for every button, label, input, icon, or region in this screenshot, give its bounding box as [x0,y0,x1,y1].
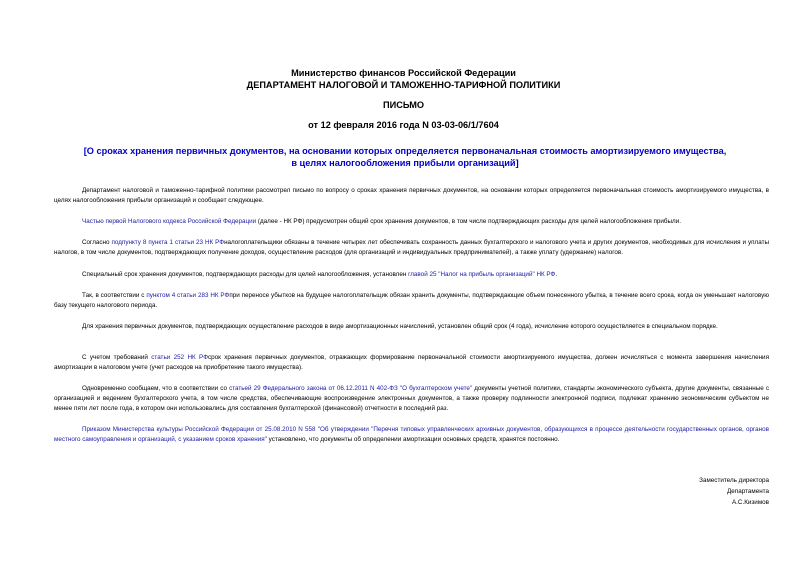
signature-name: А.С.Кизимов [731,499,769,506]
paragraph-storage-obligation: Согласно подпункту 8 пункта 1 статьи 23 НК РФналогоплательщики обязаны в течение четырех лет обеспечивать сохранность данных бухгалтерского и налогового учета и других документов, необходимых для исчисления и уплаты налогов, в том числе документов, подтверждающих получение доходов, осуществление расходов (для организаций и индивидуальных предпринимателей), а также уплату (удержание) налогов. [54,239,770,256]
culture-ministry-order-link[interactable]: Приказом Министерства культуры Российской Федерации от 25.08.2010 N 558 "Об утверждении "Перечня типовых управленческих архивных документов, образующихся в процессе деятельности государственных органов, органов местного самоуправления и организаций, с указанием сроков хранения" [54,426,769,443]
signature-position: Заместитель директора [699,477,769,484]
paragraph-intro: Департамент налоговой и таможенно-тарифной политики рассмотрел письмо по вопросу о сроках хранения первичных документов, на основании которых определяется первоначальная стоимость амортизируемого имущества, в целях налогообложения прибыли организаций и сообщает следующее. [54,187,769,204]
article-283-link[interactable]: пунктом 4 статьи 283 НК РФ [146,292,230,299]
article-23-link[interactable]: подпункту 8 пункта 1 статьи 23 НК РФ [111,239,225,246]
paragraph-special-term: Специальный срок хранения документов, подтверждающих расходы для целей налогообложения, установлен главой 25 "Налог на прибыль организаций" НК РФ. [82,271,558,278]
paragraph-culture-order: Приказом Министерства культуры Российской Федерации от 25.08.2010 N 558 "Об утверждении "Перечня типовых управленческих архивных документов, образующихся в процессе деятельности государственных органов, органов местного самоуправления и организаций, с указанием сроков хранения" установлено, что документы об определении амортизации основных средств, хранятся постоянно. [54,426,769,443]
department-name: ДЕПАРТАМЕНТ НАЛОГОВОЙ И ТАМОЖЕННО-ТАРИФНОЙ ПОЛИТИКИ [246,80,561,90]
chapter-25-link[interactable]: главой 25 "Налог на прибыль организаций" НК РФ [408,271,556,278]
paragraph-tax-code: Частью первой Налогового кодекса Российской Федерации (далее - НК РФ) предусмотрен общий срок хранения документов, в том числе подтверждающих расходы для целей налогообложения прибыли. [82,218,681,225]
paragraph-article-252: С учетом требований статьи 252 НК РФсрок хранения первичных документов, отражающих формирование первоначальной стоимости амортизируемого имущества, должен исчисляться с момента завершения начисления амортизации в налоговом учете (учет расходов на приобретение такого имущества). [54,354,769,371]
federal-law-402-link[interactable]: статьей 29 Федерального закона от 06.12.2011 N 402-ФЗ "О бухгалтерском учете" [229,385,473,392]
tax-code-link[interactable]: Частью первой Налогового кодекса Российской Федерации [82,218,257,225]
article-252-link[interactable]: статьи 252 НК РФ [151,354,208,361]
document-title: [О сроках хранения первичных документов, на основании которых определяется первоначальная стоимость амортизируемого имущества, в целях налогообложения прибыли организаций] [83,146,727,168]
paragraph-losses: Так, в соответствии с пунктом 4 статьи 283 НК РФпри переносе убытков на будущее налогоплательщик обязан хранить документы, подтверждающие объем понесенного убытка, в течение всего срока, когда он уменьшает налоговую базу текущего налогового периода. [54,292,769,309]
document-type: ПИСЬМО [382,100,425,110]
document-date-number: от 12 февраля 2016 года N 03-03-06/1/7604 [308,120,499,130]
paragraph-accounting-law: Одновременно сообщаем, что в соответствии со статьей 29 Федерального закона от 06.12.2011 N 402-ФЗ "О бухгалтерском учете" документы учетной политики, стандарты экономического субъекта, другие документы, связанные с организацией и ведением бухгалтерского учета, в том числе средства, обеспечивающие воспроизведение электронных документов, а также проверку подлинности электронной подписи, подлежат хранению экономическим субъектом не менее пяти лет после года, в котором они использовались для составления бухгалтерской (финансовой) отчетности в последний раз. [54,385,770,412]
signature-unit: Департамента [727,488,769,495]
ministry-name: Министерство финансов Российской Федерации [291,68,516,78]
paragraph-depreciation-term: Для хранения первичных документов, подтверждающих осуществление расходов в виде амортизационных начислений, установлен общий срок (4 года), исчисление которого осуществляется в специальном порядке. [82,323,718,330]
